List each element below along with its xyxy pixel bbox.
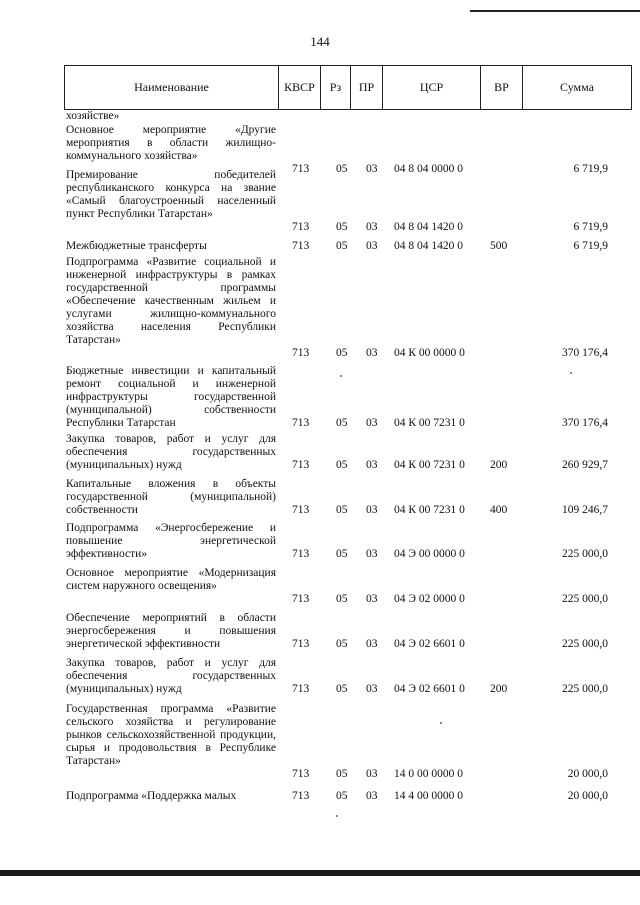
scan-speck [440,722,442,724]
header-vr: ВР [481,66,523,109]
row-name: Основное мероприятие «Другие мероприятия в области жилищно-коммунального хозяйства» [66,124,276,162]
row-sum: 20 000,0 [567,768,608,780]
table-row [0,612,640,651]
row-sum: 6 719,9 [573,240,608,252]
table-row [0,240,640,253]
row-name: Государственная программа «Развитие сельского хозяйства и регулирование рынков сельскохозяйственной продукции, сырья и продовольствия в Республике Татарстан» [66,703,276,767]
table-row [0,522,640,561]
row-vr: 500 [490,240,508,252]
table-row [0,365,640,430]
row-sum: 225 000,0 [562,683,608,695]
table-row [0,790,640,803]
row-pr: 03 [366,417,378,429]
row-kvsr: 713 [292,459,310,471]
row-name: Закупка товаров, работ и услуг для обеспечения государственных (муниципальных) нужд [66,657,276,695]
row-csr: 04 К 00 0000 0 [394,347,465,359]
row-name: Подпрограмма «Развитие социальной и инженерной инфраструктуры в рамках государственной программы «Обеспечение качественным жильем и услугами жилищно-коммунального хозяйства населения Республики Татарстан» [66,256,276,346]
table-row [0,433,640,472]
row-pr: 03 [366,593,378,605]
row-csr: 04 Э 02 0000 0 [394,593,465,605]
scan-speck [570,372,572,374]
row-name: Основное мероприятие «Модернизация систем наружного освещения» [66,567,276,592]
row-rz: 05 [336,221,348,233]
row-vr: 200 [490,459,508,471]
table-row [0,110,640,123]
row-sum: 370 176,4 [562,417,608,429]
row-sum: 225 000,0 [562,548,608,560]
row-rz: 05 [336,504,348,516]
row-pr: 03 [366,163,378,175]
row-csr: 04 Э 00 0000 0 [394,548,465,560]
row-rz: 05 [336,347,348,359]
row-name: Капитальные вложения в объекты государственной (муниципальной) собственности [66,478,276,516]
row-rz: 05 [336,548,348,560]
row-kvsr: 713 [292,417,310,429]
row-csr: 14 0 00 0000 0 [394,768,463,780]
row-rz: 05 [336,683,348,695]
row-pr: 03 [366,790,378,802]
row-rz: 05 [336,163,348,175]
table-row [0,169,640,234]
row-kvsr: 713 [292,638,310,650]
table-row [0,657,640,696]
row-rz: 05 [336,638,348,650]
header-sum: Сумма [560,80,594,94]
row-vr: 200 [490,683,508,695]
row-name: Бюджетные инвестиции и капитальный ремонт социальной и инженерной инфраструктуры государственной (муниципальной) собственности Республики Татарстан [66,365,276,429]
table-row [0,256,640,360]
row-name: Подпрограмма «Поддержка малых [66,790,237,802]
row-name: Обеспечение мероприятий в области энергосбережения и повышения энергетической эффективности [66,612,276,650]
row-kvsr: 713 [292,683,310,695]
row-kvsr: 713 [292,221,310,233]
row-kvsr: 713 [292,163,310,175]
row-csr: 04 8 04 1420 0 [394,221,463,233]
row-pr: 03 [366,638,378,650]
bottom-scan-bar [0,870,640,876]
table-row [0,567,640,606]
row-rz: 05 [336,459,348,471]
row-kvsr: 713 [292,240,310,252]
row-pr: 03 [366,240,378,252]
row-pr: 03 [366,548,378,560]
row-kvsr: 713 [292,347,310,359]
row-name: хозяйстве» [66,110,120,122]
table-row [0,478,640,517]
header-pr: ПР [351,66,383,109]
row-pr: 03 [366,459,378,471]
row-name: Межбюджетные трансферты [66,240,207,252]
header-kvsr: КВСР [279,66,321,109]
page-number: 144 [310,34,330,49]
row-pr: 03 [366,347,378,359]
row-sum: 370 176,4 [562,347,608,359]
row-csr: 04 Э 02 6601 0 [394,683,465,695]
row-sum: 6 719,9 [573,221,608,233]
row-sum: 109 246,7 [562,504,608,516]
row-name: Закупка товаров, работ и услуг для обеспечения государственных (муниципальных) нужд [66,433,276,471]
scan-speck [336,815,338,817]
row-vr: 400 [490,504,508,516]
header-rz: Рз [321,66,351,109]
row-pr: 03 [366,221,378,233]
table-row [0,703,640,781]
top-edge-rule [470,10,640,12]
row-sum: 225 000,0 [562,593,608,605]
row-kvsr: 713 [292,504,310,516]
row-pr: 03 [366,683,378,695]
row-csr: 04 К 00 7231 0 [394,459,465,471]
row-rz: 05 [336,417,348,429]
row-kvsr: 713 [292,790,310,802]
row-kvsr: 713 [292,768,310,780]
row-csr: 04 К 00 7231 0 [394,417,465,429]
row-csr: 04 8 04 0000 0 [394,163,463,175]
row-kvsr: 713 [292,548,310,560]
row-name: Подпрограмма «Энергосбережение и повышение энергетической эффективности» [66,522,276,560]
table-header [64,65,632,110]
row-csr: 14 4 00 0000 0 [394,790,463,802]
row-name: Премирование победителей республиканского конкурса на звание «Самый благоустроенный населенный пункт Республики Татарстан» [66,169,276,220]
row-sum: 225 000,0 [562,638,608,650]
row-sum: 20 000,0 [567,790,608,802]
header-name: Наименование [65,66,279,109]
row-csr: 04 8 04 1420 0 [394,240,463,252]
row-rz: 05 [336,790,348,802]
row-rz: 05 [336,768,348,780]
row-csr: 04 К 00 7231 0 [394,504,465,516]
row-pr: 03 [366,768,378,780]
row-sum: 6 719,9 [573,163,608,175]
row-rz: 05 [336,240,348,252]
row-sum: 260 929,7 [562,459,608,471]
row-csr: 04 Э 02 6601 0 [394,638,465,650]
row-rz: 05 [336,593,348,605]
row-kvsr: 713 [292,593,310,605]
row-pr: 03 [366,504,378,516]
scan-speck [340,375,342,377]
header-csr: ЦСР [383,66,481,109]
